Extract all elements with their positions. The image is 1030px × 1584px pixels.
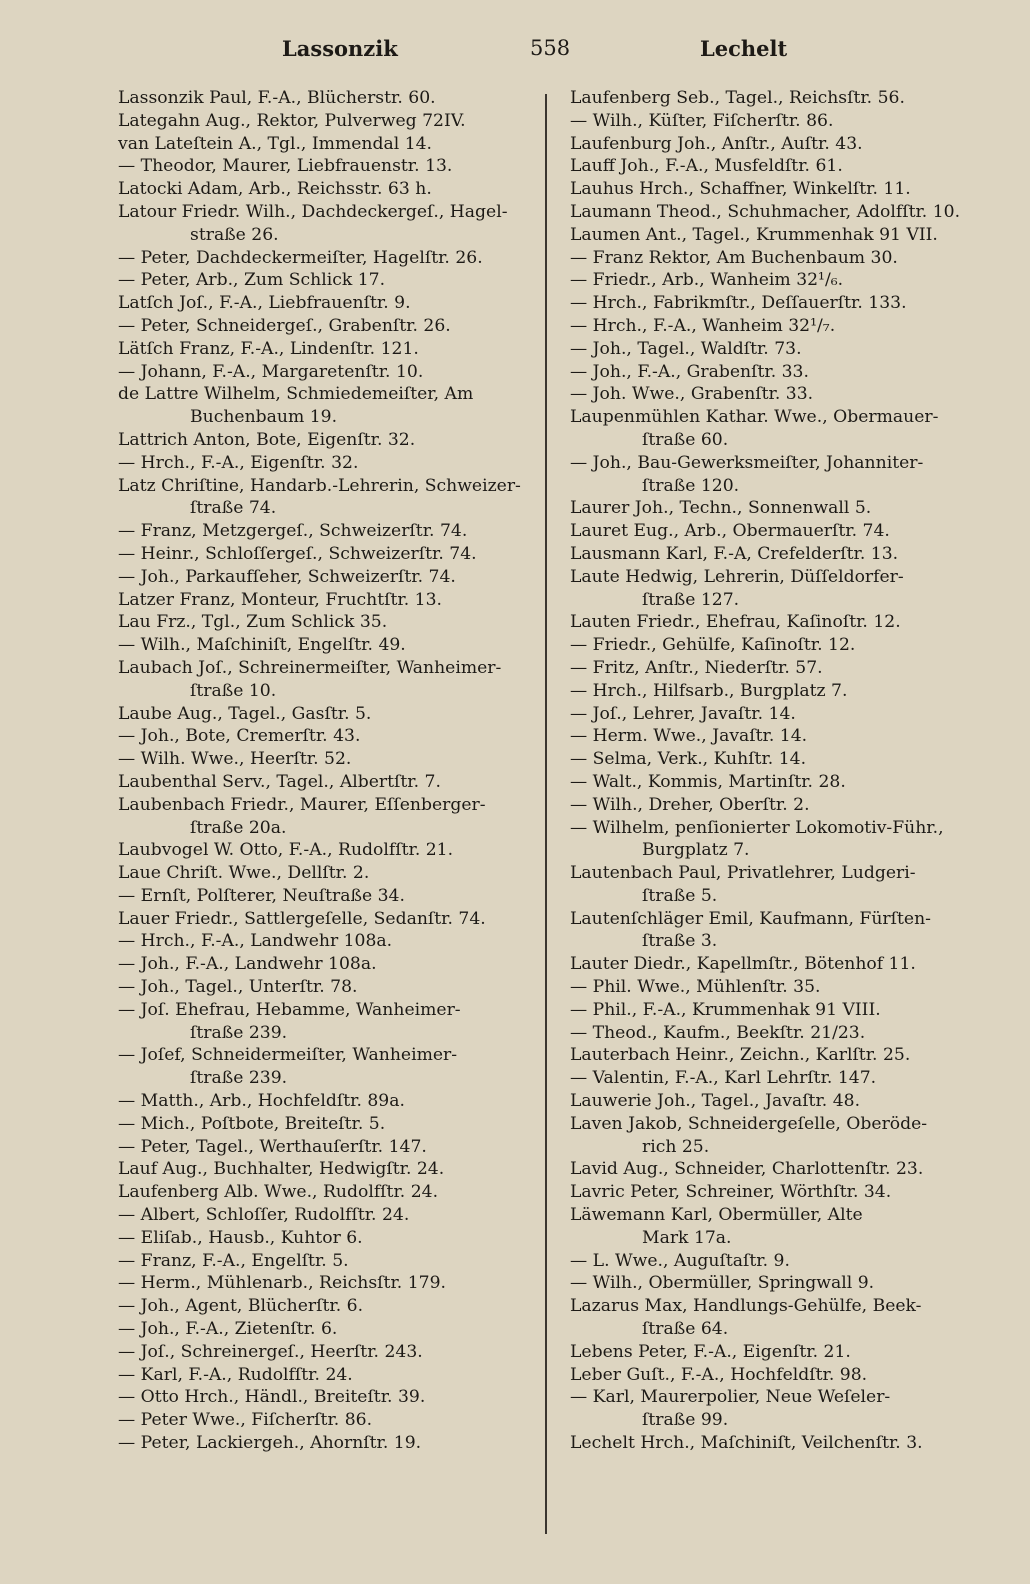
directory-entry: — Wilh., Maſchiniſt, Engelſtr. 49.: [118, 635, 406, 656]
directory-entry: Lategahn Aug., Rektor, Pulverweg 72IV.: [118, 110, 466, 131]
directory-entry: Laue Chriſt. Wwe., Dellſtr. 2.: [118, 863, 370, 884]
directory-entry-continuation: ſtraße 127.: [642, 589, 740, 610]
directory-entry: — Eliſab., Hausb., Kuhtor 6.: [118, 1227, 363, 1248]
directory-entry-continuation: ſtraße 10.: [190, 680, 277, 701]
directory-entry: — Karl, F.-A., Rudolfſtr. 24.: [118, 1364, 353, 1385]
directory-entry: — Phil., F.-A., Krummenhak 91 VIII.: [570, 999, 881, 1020]
left-column: [118, 87, 568, 1455]
directory-entry-continuation: ſtraße 3.: [642, 931, 718, 952]
directory-entry: — Heinr., Schloſſergeſ., Schweizerſtr. 74.: [118, 543, 477, 564]
directory-entry: — Joh., Bau-Gewerksmeiſter, Johanniter-: [570, 452, 924, 473]
directory-entry-continuation: rich 25.: [642, 1136, 710, 1157]
directory-entry: — Joh., F.-A., Zietenſtr. 6.: [118, 1319, 338, 1340]
directory-entry: — Wilh., Küſter, Fiſcherſtr. 86.: [570, 110, 834, 131]
directory-entry: — Peter, Tagel., Werthauſerſtr. 147.: [118, 1136, 427, 1157]
directory-entry: — Johann, F.-A., Margaretenſtr. 10.: [118, 361, 424, 382]
directory-entry: — Franz, Metzgergeſ., Schweizerſtr. 74.: [118, 521, 468, 542]
directory-entry: Laufenburg Joh., Anſtr., Auſtr. 43.: [570, 133, 863, 154]
directory-entry: — Hrch., Fabrikmſtr., Deſſauerſtr. 133.: [570, 293, 907, 314]
directory-entry: Lauff Joh., F.-A., Musfeldſtr. 61.: [570, 156, 843, 177]
directory-entry: — Franz Rektor, Am Buchenbaum 30.: [570, 247, 898, 268]
directory-entry-continuation: Burgplatz 7.: [642, 840, 750, 861]
directory-entry: — Theod., Kaufm., Beekſtr. 21/23.: [570, 1022, 866, 1043]
header-last-entry: Lechelt: [700, 36, 788, 61]
directory-entry: Lautenſchläger Emil, Kaufmann, Fürſten-: [570, 908, 931, 929]
directory-entry: Latour Friedr. Wilh., Dachdeckergeſ., Hagel-: [118, 201, 508, 222]
directory-entry: — Joh. Wwe., Grabenſtr. 33.: [570, 384, 814, 405]
directory-entry: — Theodor, Maurer, Liebfrauenstr. 13.: [118, 156, 453, 177]
directory-entry-continuation: ſtraße 239.: [190, 1022, 288, 1043]
directory-entry: Lassonzik Paul, F.-A., Blücherstr. 60.: [118, 88, 436, 108]
directory-entry: Latzer Franz, Monteur, Fruchtſtr. 13.: [118, 589, 443, 610]
page-header: [0, 36, 1030, 70]
directory-entry: Laumann Theod., Schuhmacher, Adolfſtr. 10.: [570, 201, 961, 222]
directory-entry: Lattrich Anton, Bote, Eigenſtr. 32.: [118, 429, 416, 450]
directory-entry-continuation: Mark 17a.: [642, 1227, 732, 1248]
directory-entry: Lechelt Hrch., Maſchiniſt, Veilchenſtr. 3.: [570, 1433, 923, 1454]
directory-entry-continuation: ſtraße 120.: [642, 475, 740, 496]
directory-entry: Lauterbach Heinr., Zeichn., Karlſtr. 25.: [570, 1045, 911, 1066]
directory-entry: Laurer Joh., Techn., Sonnenwall 5.: [570, 498, 872, 519]
page-number: 558: [530, 36, 571, 60]
directory-entry: Laufenberg Alb. Wwe., Rudolfſtr. 24.: [118, 1182, 439, 1203]
directory-entry: — Peter, Dachdeckermeiſter, Hagelſtr. 26.: [118, 247, 483, 268]
directory-entry: Laubvogel W. Otto, F.-A., Rudolfſtr. 21.: [118, 840, 454, 861]
directory-entry: — Peter, Schneidergeſ., Grabenſtr. 26.: [118, 315, 451, 336]
directory-entry: — Hrch., F.-A., Landwehr 108a.: [118, 931, 393, 952]
directory-entry: Lavid Aug., Schneider, Charlottenſtr. 23.: [570, 1159, 924, 1180]
directory-entry: — Herm. Wwe., Javaſtr. 14.: [570, 726, 808, 747]
directory-entry: — Joſ. Ehefrau, Hebamme, Wanheimer-: [118, 999, 461, 1020]
directory-entry: Lausmann Karl, F.-A, Crefelderſtr. 13.: [570, 543, 899, 564]
directory-entry: — Joh., F.-A., Grabenſtr. 33.: [570, 361, 809, 382]
directory-entry: Lautenbach Paul, Privatlehrer, Ludgeri-: [570, 863, 916, 884]
directory-entry: — Valentin, F.-A., Karl Lehrſtr. 147.: [570, 1068, 877, 1089]
directory-entry: Lauhus Hrch., Schaffner, Winkelſtr. 11.: [570, 179, 911, 200]
directory-entry: — Joſ., Schreinergeſ., Heerſtr. 243.: [118, 1341, 423, 1362]
directory-entry: — Friedr., Gehülfe, Kaſinoſtr. 12.: [570, 635, 856, 656]
directory-entry: — Joh., Agent, Blücherſtr. 6.: [118, 1296, 364, 1317]
directory-entry: — Otto Hrch., Händl., Breiteſtr. 39.: [118, 1387, 426, 1408]
directory-entry: Lauf Aug., Buchhalter, Hedwigſtr. 24.: [118, 1159, 445, 1180]
directory-entry: Laubenthal Serv., Tagel., Albertſtr. 7.: [118, 771, 441, 792]
directory-entry: Latocki Adam, Arb., Reichsstr. 63 h.: [118, 179, 432, 200]
directory-entry: — Fritz, Anſtr., Niederſtr. 57.: [570, 657, 823, 678]
directory-entry-continuation: straße 26.: [190, 224, 279, 245]
directory-entry: — Herm., Mühlenarb., Reichsſtr. 179.: [118, 1273, 446, 1294]
directory-entry: Lazarus Max, Handlungs-Gehülfe, Beek-: [570, 1296, 922, 1317]
directory-entry: — Selma, Verk., Kuhſtr. 14.: [570, 749, 807, 770]
directory-entry: — Peter Wwe., Fiſcherſtr. 86.: [118, 1410, 373, 1431]
directory-entry-continuation: ſtraße 64.: [642, 1319, 729, 1340]
directory-entry: Lauten Friedr., Ehefrau, Kaſinoſtr. 12.: [570, 612, 901, 633]
directory-entry: Lau Frz., Tgl., Zum Schlick 35.: [118, 612, 388, 633]
directory-entry: — Wilh., Dreher, Oberſtr. 2.: [570, 794, 810, 815]
directory-entry: Laube Aug., Tagel., Gasſtr. 5.: [118, 703, 372, 724]
directory-entry: — Joh., Parkaufſeher, Schweizerſtr. 74.: [118, 566, 456, 587]
directory-entry: — Karl, Maurerpolier, Neue Weſeler-: [570, 1387, 891, 1408]
directory-entry: — Franz, F.-A., Engelſtr. 5.: [118, 1250, 349, 1271]
directory-entry-continuation: ſtraße 99.: [642, 1410, 729, 1431]
directory-entry: Lebens Peter, F.-A., Eigenſtr. 21.: [570, 1341, 851, 1362]
directory-entry: — Matth., Arb., Hochfeldſtr. 89a.: [118, 1091, 405, 1112]
directory-entry: Lauret Eug., Arb., Obermauerſtr. 74.: [570, 521, 890, 542]
directory-entry: Latſch Joſ., F.-A., Liebfrauenſtr. 9.: [118, 293, 411, 314]
directory-entry: — Walt., Kommis, Martinſtr. 28.: [570, 771, 846, 792]
directory-entry: Lauwerie Joh., Tagel., Javaſtr. 48.: [570, 1091, 861, 1112]
directory-entry: — Joh., Bote, Cremerſtr. 43.: [118, 726, 361, 747]
directory-entry: Leber Guſt., F.-A., Hochfeldſtr. 98.: [570, 1364, 868, 1385]
directory-entry: Laupenmühlen Kathar. Wwe., Obermauer-: [570, 407, 939, 428]
directory-entry-continuation: ſtraße 74.: [190, 498, 277, 519]
directory-entry: — Peter, Lackiergeh., Ahornſtr. 19.: [118, 1433, 422, 1454]
directory-entry: — Wilh. Wwe., Heerſtr. 52.: [118, 749, 352, 770]
directory-entry: — Joh., Tagel., Waldſtr. 73.: [570, 338, 802, 359]
directory-entry-continuation: ſtraße 60.: [642, 429, 729, 450]
directory-entry-continuation: ſtraße 239.: [190, 1068, 288, 1089]
directory-entry: — Wilh., Obermüller, Springwall 9.: [570, 1273, 875, 1294]
directory-entry: — Joh., Tagel., Unterſtr. 78.: [118, 977, 358, 998]
directory-entry-continuation: ſtraße 5.: [642, 885, 718, 906]
directory-entry: — Joſ., Lehrer, Javaſtr. 14.: [570, 703, 796, 724]
directory-entry-continuation: ſtraße 20a.: [190, 817, 287, 838]
directory-entry: Laute Hedwig, Lehrerin, Düſſeldorfer-: [570, 566, 904, 587]
right-column: [570, 87, 1010, 1455]
directory-entry: — Hrch., F.-A., Eigenſtr. 32.: [118, 452, 359, 473]
directory-entry: Laufenberg Seb., Tagel., Reichsſtr. 56.: [570, 88, 905, 108]
directory-entry: — Joh., F.-A., Landwehr 108a.: [118, 954, 377, 975]
directory-entry: — Mich., Poſtbote, Breiteſtr. 5.: [118, 1113, 386, 1134]
directory-entry-continuation: Buchenbaum 19.: [190, 407, 338, 428]
directory-entry: Läwemann Karl, Obermüller, Alte: [570, 1205, 863, 1226]
directory-entry: — Albert, Schloſſer, Rudolfſtr. 24.: [118, 1205, 410, 1226]
directory-entry: — Friedr., Arb., Wanheim 32¹/₆.: [570, 270, 844, 291]
directory-entry: van Lateſtein A., Tgl., Immendal 14.: [118, 133, 433, 154]
directory-entry: Laumen Ant., Tagel., Krummenhak 91 VII.: [570, 224, 938, 245]
directory-entry: — Joſef, Schneidermeiſter, Wanheimer-: [118, 1045, 458, 1066]
directory-entry: — Phil. Wwe., Mühlenſtr. 35.: [570, 977, 821, 998]
directory-entry: Latz Chriſtine, Handarb.-Lehrerin, Schweizer-: [118, 475, 521, 496]
directory-entry: — Ernſt, Polſterer, Neuſtraße 34.: [118, 885, 405, 906]
directory-entry: — Hrch., Hilfsarb., Burgplatz 7.: [570, 680, 848, 701]
directory-entry: Lauer Friedr., Sattlergeſelle, Sedanſtr. 74.: [118, 908, 486, 929]
directory-entry: Laven Jakob, Schneidergeſelle, Oberöde-: [570, 1113, 928, 1134]
directory-entry: Lauter Diedr., Kapellmſtr., Bötenhof 11.: [570, 954, 916, 975]
directory-entry: de Lattre Wilhelm, Schmiedemeiſter, Am: [118, 384, 474, 405]
header-first-entry: Lassonzik: [282, 36, 398, 61]
directory-entry: Laubenbach Friedr., Maurer, Eſſenberger-: [118, 794, 486, 815]
directory-entry: — Hrch., F.-A., Wanheim 32¹/₇.: [570, 315, 836, 336]
directory-entry: Lätſch Franz, F.-A., Lindenſtr. 121.: [118, 338, 419, 359]
directory-entry: Lavric Peter, Schreiner, Wörthſtr. 34.: [570, 1182, 892, 1203]
directory-entry: — Wilhelm, penſionierter Lokomotiv-Führ.,: [570, 817, 944, 838]
directory-entry: Laubach Joſ., Schreinermeiſter, Wanheimer-: [118, 657, 502, 678]
directory-entry: — L. Wwe., Auguſtaſtr. 9.: [570, 1250, 790, 1271]
directory-entry: — Peter, Arb., Zum Schlick 17.: [118, 270, 386, 291]
